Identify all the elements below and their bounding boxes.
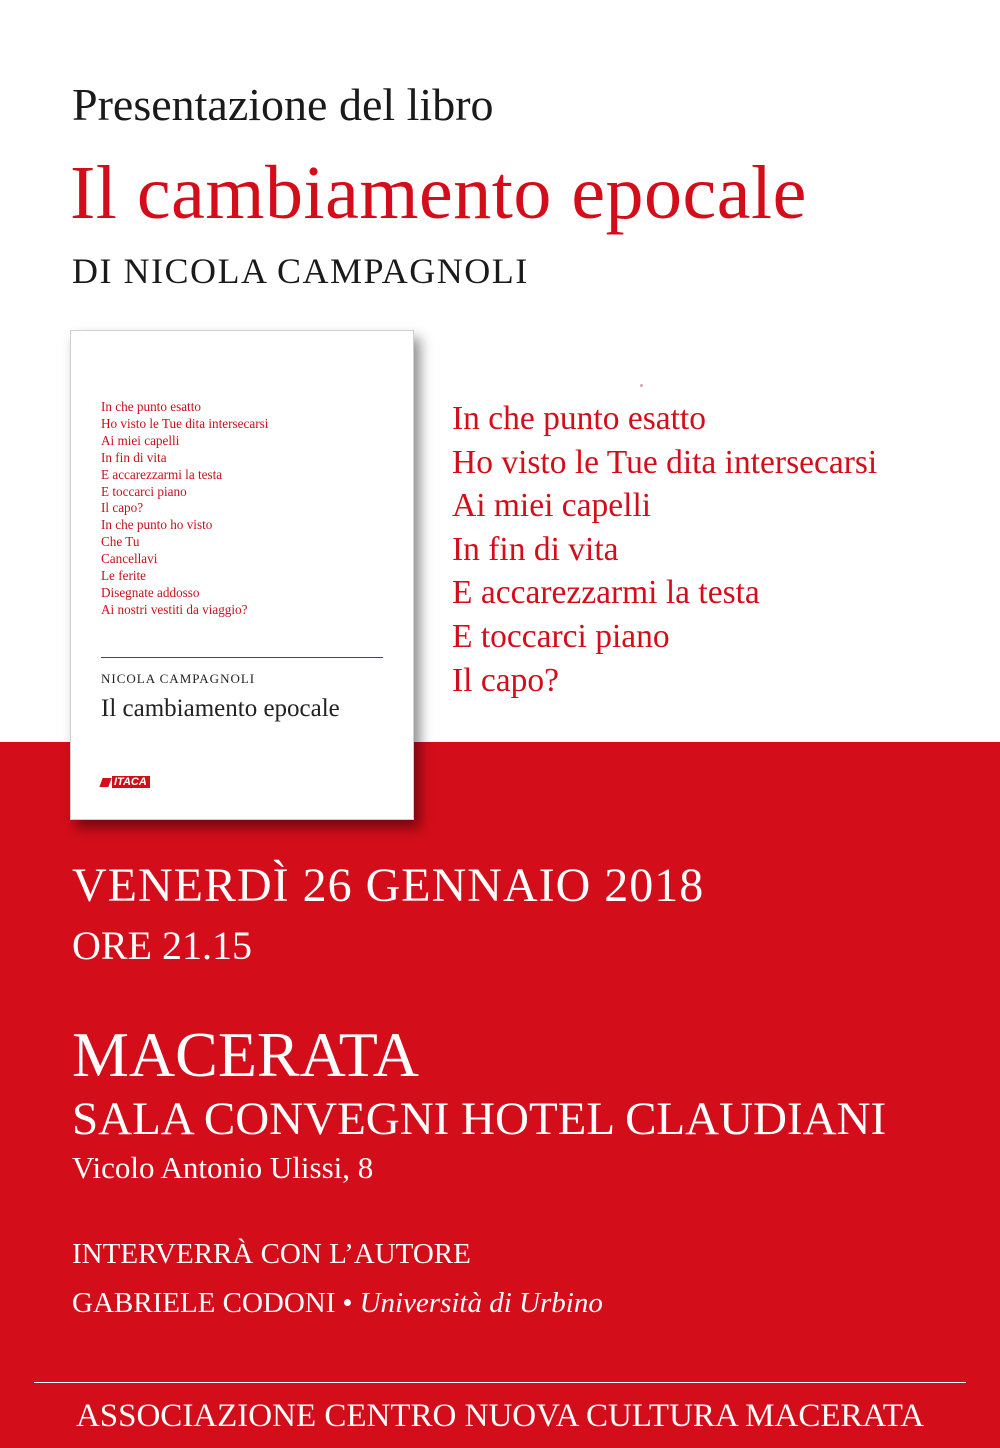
book-poem-line: Le ferite (101, 568, 147, 584)
speaker-name: GABRIELE CODONI (72, 1287, 336, 1319)
speaker-line (72, 1287, 603, 1320)
book-title-heading: Il cambiamento epocale (70, 151, 807, 235)
speaker-separator: • (342, 1287, 353, 1319)
book-poem-line: E accarezzarmi la testa (101, 466, 223, 482)
book-cover-divider (101, 657, 383, 658)
book-poem-line: Disegnate addosso (101, 584, 200, 600)
poem-excerpt (452, 397, 877, 702)
book-poem-line: In che punto ho visto (101, 517, 213, 533)
publisher-logo (101, 776, 150, 788)
book-poem-line: Ai nostri vestiti da viaggio? (101, 601, 248, 617)
poem-line: In che punto esatto (452, 400, 706, 437)
book-poem-line: E toccarci piano (101, 483, 187, 499)
footer-divider (34, 1382, 966, 1383)
publisher-mark-icon (99, 778, 111, 787)
poem-line: Il capo? (452, 661, 559, 699)
poem-line: Ai miei capelli (452, 487, 652, 525)
book-poem-line: Cancellavi (101, 551, 158, 567)
book-cover (70, 330, 414, 820)
author-line: DI NICOLA CAMPAGNOLI (72, 251, 529, 291)
event-address: Vicolo Antonio Ulissi, 8 (72, 1150, 374, 1185)
book-poem-line: Il capo? (101, 500, 144, 516)
speaker-heading: INTERVERRÀ CON L’AUTORE (72, 1238, 471, 1270)
event-time: ORE 21.15 (72, 923, 252, 968)
book-cover-author: NICOLA CAMPAGNOLI (101, 671, 256, 686)
publisher-name: ITACA (112, 776, 150, 788)
book-poem-line: Ho visto le Tue dita intersecarsi (101, 415, 269, 431)
pretitle: Presentazione del libro (72, 79, 494, 130)
book-poem-line: In fin di vita (101, 449, 167, 465)
event-city: MACERATA (72, 1019, 419, 1090)
speaker-affiliation: Università di Urbino (359, 1287, 603, 1319)
poem-line: In fin di vita (452, 530, 619, 568)
book-cover-poem (101, 399, 268, 619)
event-date: VENERDÌ 26 GENNAIO 2018 (72, 859, 705, 912)
event-venue: SALA CONVEGNI HOTEL CLAUDIANI (72, 1093, 887, 1145)
book-poem-line: Che Tu (101, 534, 140, 550)
book-poem-line: In che punto esatto (101, 399, 201, 414)
poem-line: E toccarci piano (452, 617, 670, 655)
footer-organizer: ASSOCIAZIONE CENTRO NUOVA CULTURA MACERATA (75, 1398, 925, 1434)
decorative-dot (640, 384, 643, 387)
book-poem-line: Ai miei capelli (101, 432, 180, 448)
poem-line: E accarezzarmi la testa (452, 574, 760, 612)
poem-line: Ho visto le Tue dita intersecarsi (452, 443, 878, 481)
book-cover-title: Il cambiamento epocale (101, 695, 340, 722)
